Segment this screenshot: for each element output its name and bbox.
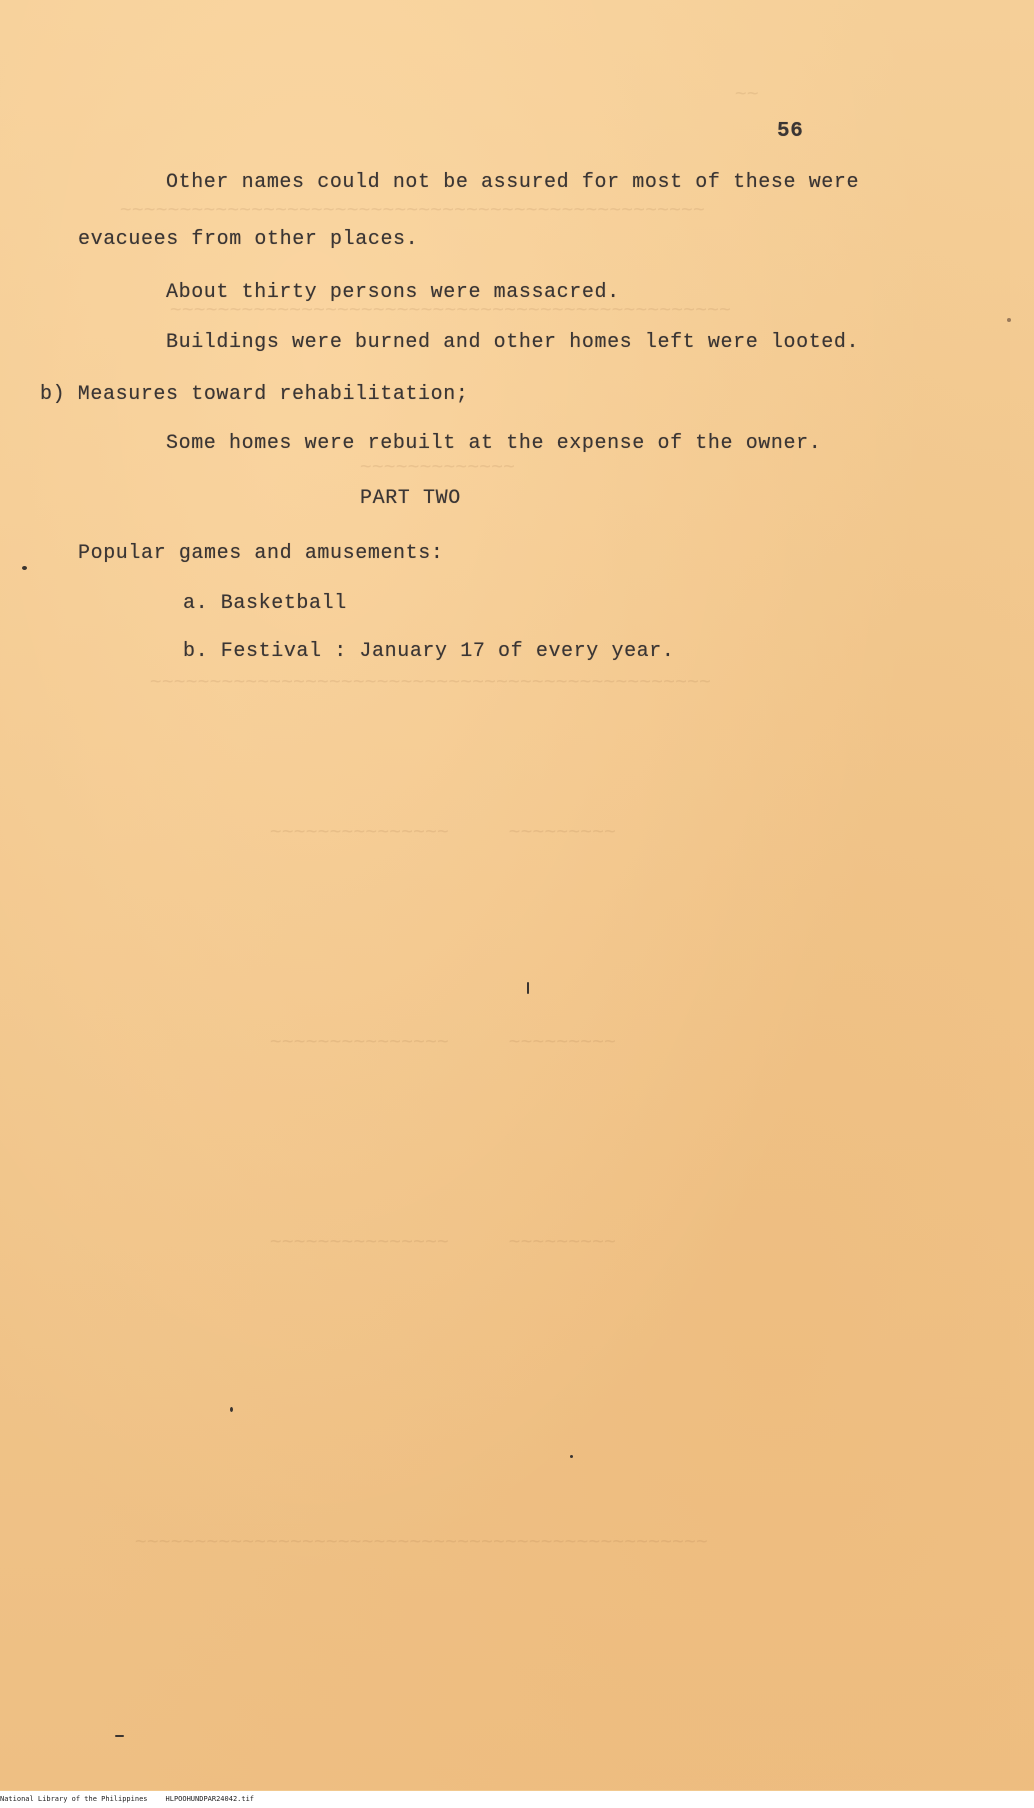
list-item: b. Festival : January 17 of every year. xyxy=(183,640,675,663)
section-heading: Popular games and amusements: xyxy=(78,542,444,565)
paragraph-line: About thirty persons were massacred. xyxy=(166,281,620,304)
ink-speck xyxy=(527,982,529,994)
paragraph-line: Other names could not be assured for most of these were xyxy=(166,171,860,194)
paragraph-line: Buildings were burned and other homes left were looted. xyxy=(166,331,860,354)
page-number: 56 xyxy=(777,120,804,143)
ink-speck xyxy=(1007,318,1011,322)
paragraph-line: Some homes were rebuilt at the expense of the owner. xyxy=(166,432,822,455)
ink-speck xyxy=(115,1735,124,1737)
section-heading: b) Measures toward rehabilitation; xyxy=(40,383,469,406)
paragraph-line: evacuees from other places. xyxy=(78,228,419,251)
footer-library: National Library of the Philippines xyxy=(0,1795,148,1803)
list-item: a. Basketball xyxy=(183,592,347,615)
part-heading: PART TWO xyxy=(360,487,461,510)
ink-speck xyxy=(22,566,27,570)
footer-file: HLPOOHUNDPAR24042.tif xyxy=(165,1795,255,1803)
scan-footer xyxy=(0,1791,1034,1808)
ink-speck xyxy=(570,1455,573,1458)
ink-speck xyxy=(230,1407,233,1412)
document-page: ~~ ~~~~~~~~~~~~~~~~~~~~~~~~~~~~~~~~~~~~~~~~~~~~~~~~~ ~~~~~~~~~~~~~~~~~~~~~~~~~~~~~~~~~~~~~~~~~~~~~~~ ~~~~~~~~~~~~~ ~~~~~~~~~~~~~~~~~~~~~~~~~~~~~~~~~~~~~~~~~~~~~~~ ~~~~~~~~~~~~~~~ ~~~~~~~~~ ~~~~~~~~~~~~~~~ ~~~~~~~~~ ~~~~~~~~~~~~~~~ ~~~~~~~~~ ~~~~~~~~~~~~~~~~~~~~~~~~~~~~~~~~~~~~~~~~~~~~~~~~ 56 Other names could not be assured for most of these were evacuees from other places. About thirty persons were massacred. Buildings were burned and other homes left were looted. b) Measures toward rehabilitation; Some homes were rebuilt at the expense of the owner. PART TWO Popular games and amusements: a. Basketball b. Festival : January 17 of every year. xyxy=(0,0,1034,1790)
